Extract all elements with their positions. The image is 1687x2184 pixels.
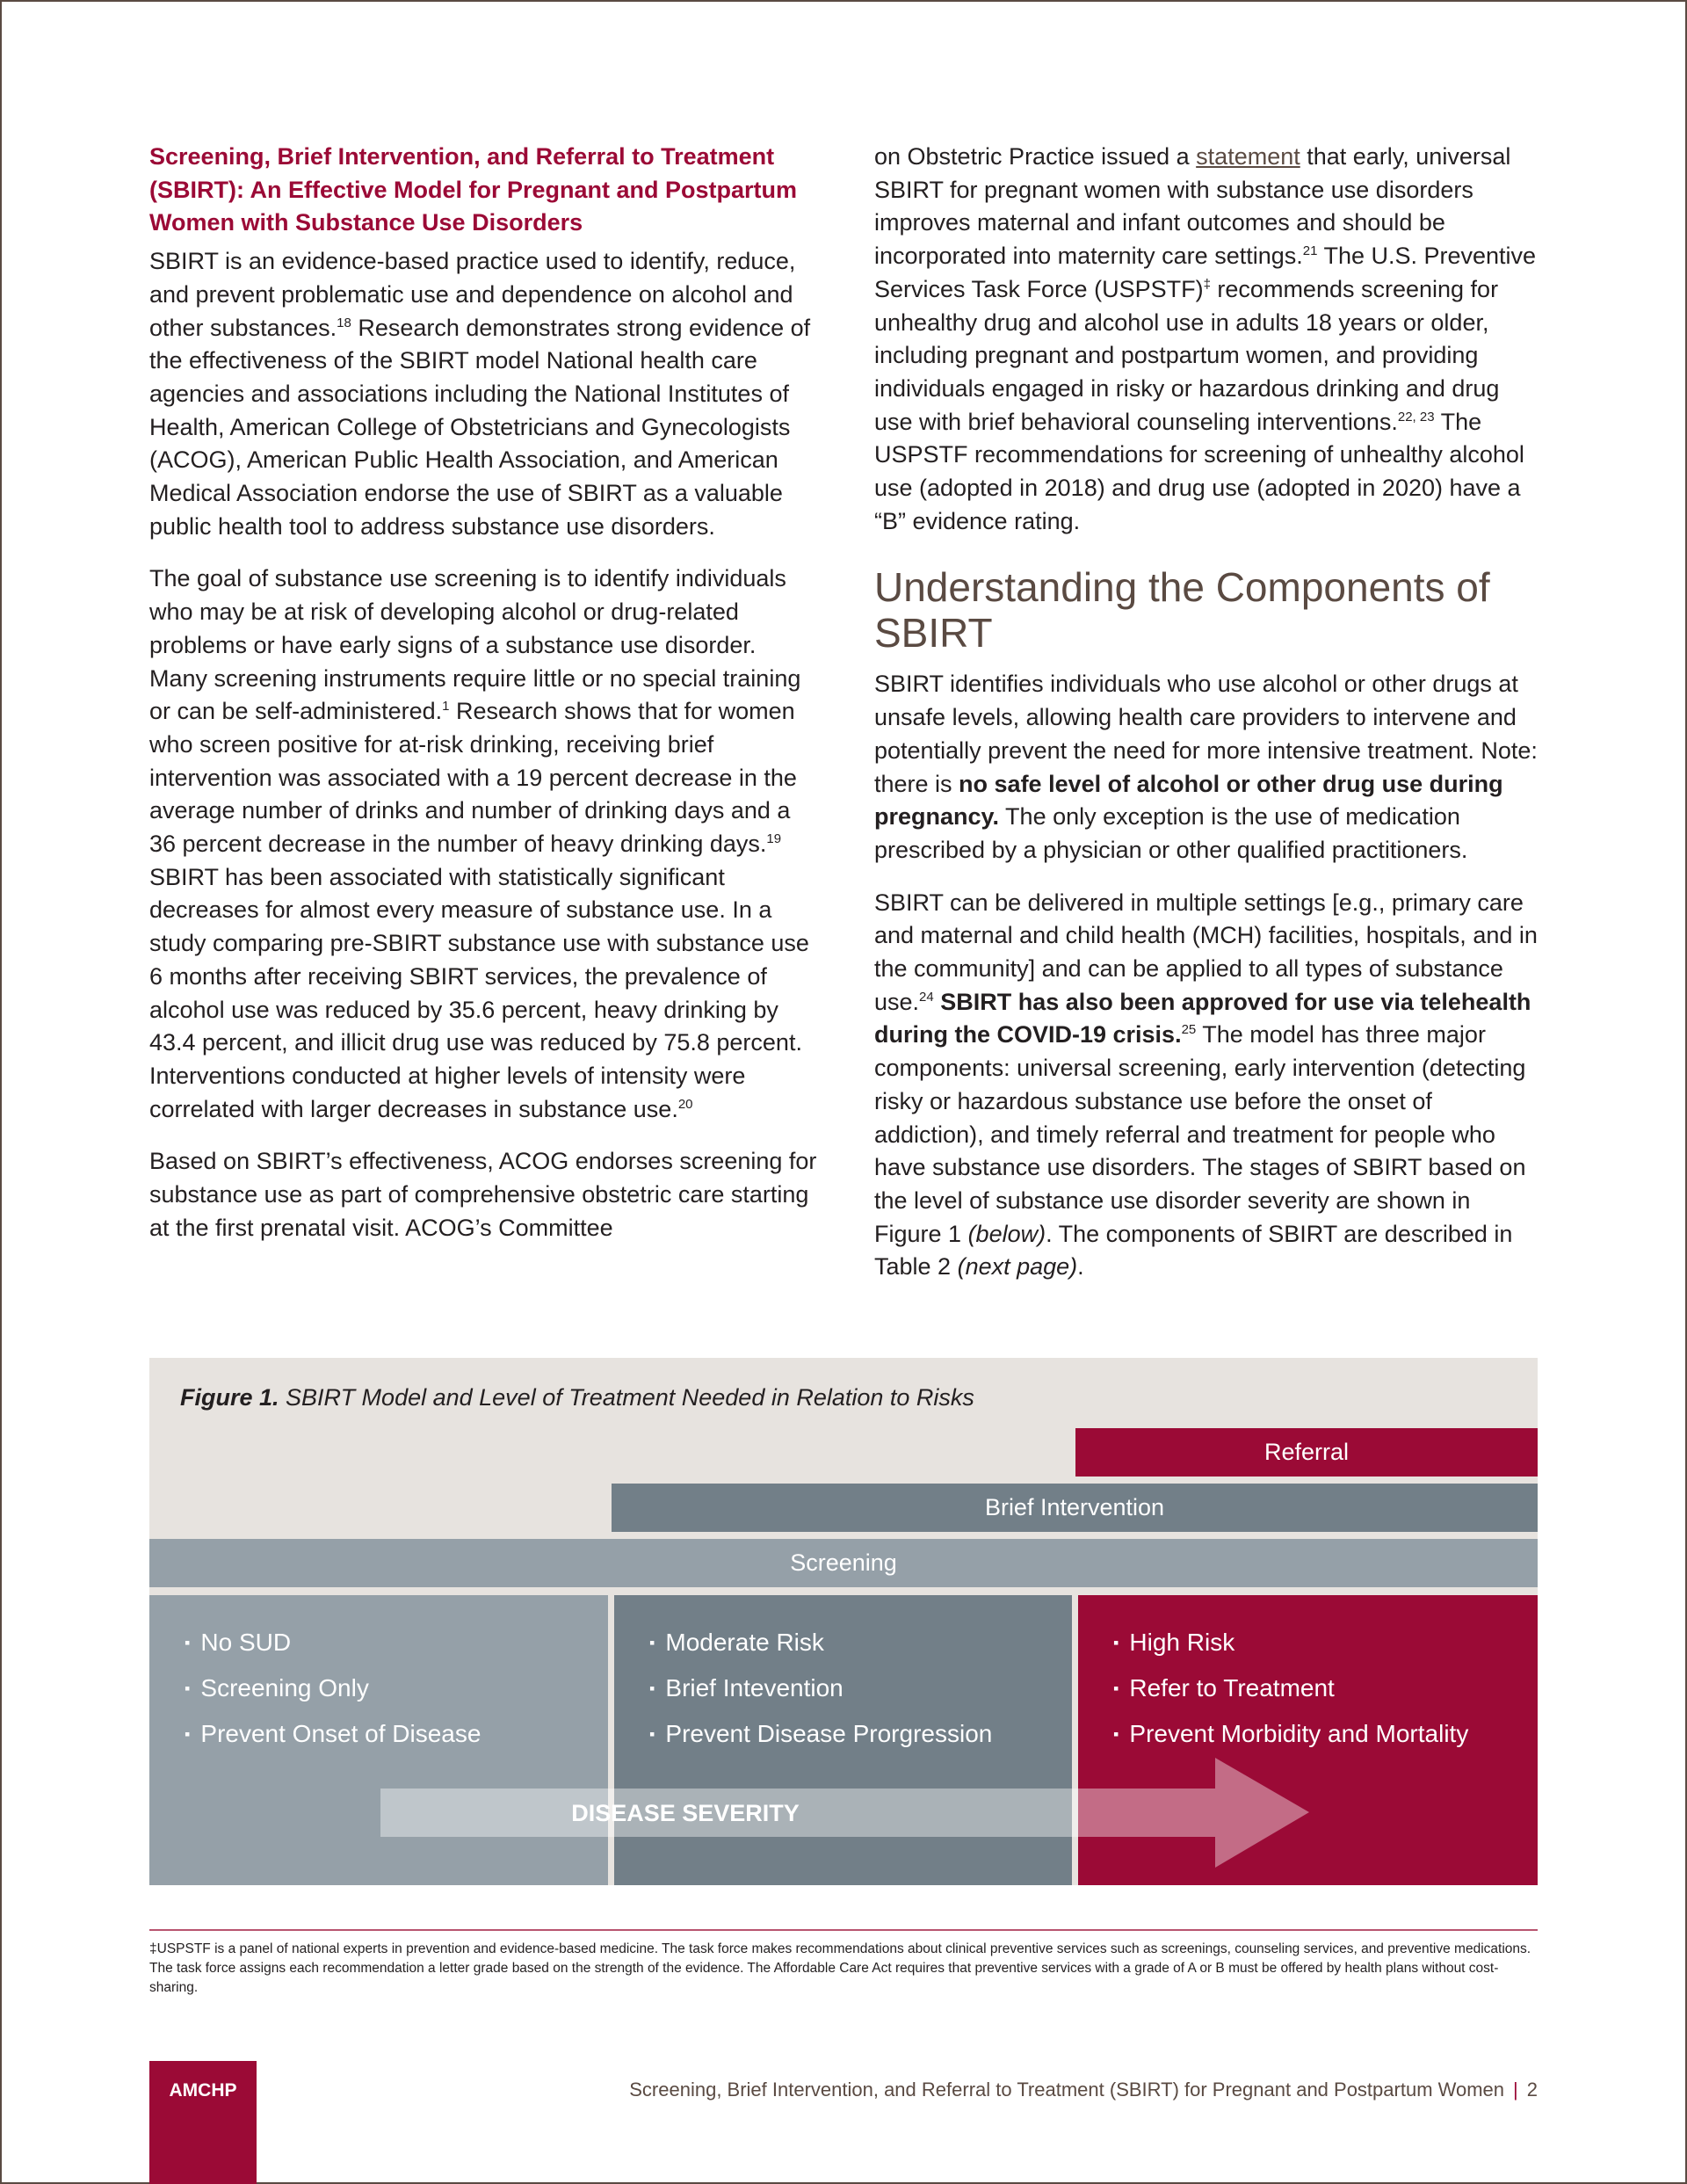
- page-footer: Screening, Brief Intervention, and Referral to Treatment (SBIRT) for Pregnant and Postpartum Women | 2: [629, 2079, 1538, 2101]
- list-item: ▪ Moderate Risk: [649, 1620, 1072, 1665]
- list-item: ▪ Screening Only: [185, 1665, 608, 1711]
- list-item: ▪ Refer to Treatment: [1113, 1665, 1538, 1711]
- left-column: [149, 141, 817, 1265]
- paragraph: on Obstetric Practice issued a statement that early, universal SBIRT for pregnant women with substance use disorders improves maternal and infant outcomes and should be incorporated into maternity care settings.$^{21}$ The U.S. Preventive Services Task Force (USPSTF)‡ recommends screening for unhealthy drug and alcohol use in adults 18 years or older, including pregnant and postpartum women, and providing individuals engaged in risky or hazardous drinking and drug use with brief behavioral counseling interventions.$^{22, 23}$ The USPSTF recommendations for screening of unhealthy alcohol use (adopted in 2018) and drug use (adopted in 2020) have a “B” evidence rating.: [874, 143, 1537, 534]
- footnote-divider: [149, 1929, 1538, 1931]
- page-number: 2: [1526, 2079, 1538, 2101]
- footnote: ‡USPSTF is a panel of national experts in prevention and evidence-based medicine. The task force makes recommendations about clinical preventive services such as screenings, counseling services, and preventive medications. The task force assigns each recommendation a letter grade based on the strength of the evidence. The Affordable Care Act requires that preventive services with a grade of A or B must be offered by health plans without cost-sharing.: [149, 1941, 1531, 1995]
- referral-bar: Referral: [1075, 1428, 1538, 1477]
- list-item: ▪ Prevent Morbidity and Mortality: [1113, 1711, 1538, 1757]
- paragraph: SBIRT is an evidence-based practice used to identify, reduce, and prevent problematic use and dependence on alcohol and other substances.$^{18}$ Research demonstrates strong evidence of the effectiveness of the SBIRT model National health care agencies and associations including the National Institutes of Health, American College of Obstetricians and Gynecologists (ACOG), American Public Health Association, and American Medical Association endorse the use of SBIRT as a valuable public health tool to address substance use disorders.: [149, 248, 811, 540]
- high-risk-column: [1078, 1595, 1538, 1885]
- brief-intervention-bar: Brief Intervention: [612, 1484, 1538, 1532]
- list-item: ▪ Prevent Onset of Disease: [185, 1711, 608, 1757]
- paragraph: The goal of substance use screening is to identify individuals who may be at risk of developing alcohol or drug-related problems or have early signs of a substance use disorder. Many screening instruments require little or no special training or can be self-administered.$^1$ Research shows that for women who screen positive for at-risk drinking, receiving brief intervention was associated with a 19 percent decrease in the average number of drinks and number of drinking days and a 36 percent decrease in the number of heavy drinking days.$^{19}$ SBIRT has been associated with statistically significant decreases for almost every measure of substance use. In a study comparing pre-SBIRT substance use with substance use 6 months after receiving SBIRT services, the prevalence of alcohol use was reduced by 35.6 percent, heavy drinking by 43.4 percent, and illicit drug use was reduced by 75.8 percent. Interventions conducted at higher levels of intensity were correlated with larger decreases in substance use.$^{20}$: [149, 565, 809, 1122]
- moderate-risk-column: [614, 1595, 1072, 1885]
- section-heading: Screening, Brief Intervention, and Referral to Treatment (SBIRT): An Effective Model for Pregnant and Postpartum Women with Substance Use Disorders: [149, 143, 798, 236]
- paragraph: SBIRT identifies individuals who use alcohol or other drugs at unsafe levels, allowing health care providers to intervene and potentially prevent the need for more intensive treatment. Note: there is no safe level of alcohol or other drug use during pregnancy. The only exception is the use of medication prescribed by a physician or other qualified practitioners.: [874, 671, 1538, 863]
- disease-severity-label: DISEASE SEVERITY: [571, 1800, 800, 1826]
- paragraph: SBIRT can be delivered in multiple settings [e.g., primary care and maternal and child health (MCH) facilities, hospitals, and in the community] and can be applied to all types of substance use.$^{24}$ SBIRT has also been approved for use via telehealth during the COVID-19 crisis.$^{25}$ The model has three major components: universal screening, early intervention (detecting risky or hazardous substance use before the onset of addiction), and timely referral and treatment for people who have substance use disorders. The stages of SBIRT based on the level of substance use disorder severity are shown in Figure 1 (below). The components of SBIRT are described in Table 2 (next page).: [874, 889, 1538, 1281]
- no-sud-column: [149, 1595, 608, 1885]
- paragraph: Based on SBIRT’s effectiveness, ACOG endorses screening for substance use as part of comprehensive obstetric care starting at the first prenatal visit. ACOG’s Committee: [149, 1148, 817, 1241]
- screening-bar: Screening: [149, 1539, 1538, 1587]
- statement-link[interactable]: statement: [1196, 143, 1300, 170]
- list-item: ▪ Brief Intevention: [649, 1665, 1072, 1711]
- list-item: ▪ No SUD: [185, 1620, 608, 1665]
- list-item: ▪ Prevent Disease Prorgression: [649, 1711, 1072, 1757]
- figure-sbirt-model: [149, 1358, 1538, 1885]
- section-title: Understanding the Components of SBIRT: [874, 564, 1490, 657]
- figure-caption: Figure 1. SBIRT Model and Level of Treatment Needed in Relation to Risks: [180, 1384, 974, 1411]
- right-column: [874, 141, 1542, 1303]
- list-item: ▪ High Risk: [1113, 1620, 1538, 1665]
- amchp-logo: AMCHP: [149, 2061, 257, 2184]
